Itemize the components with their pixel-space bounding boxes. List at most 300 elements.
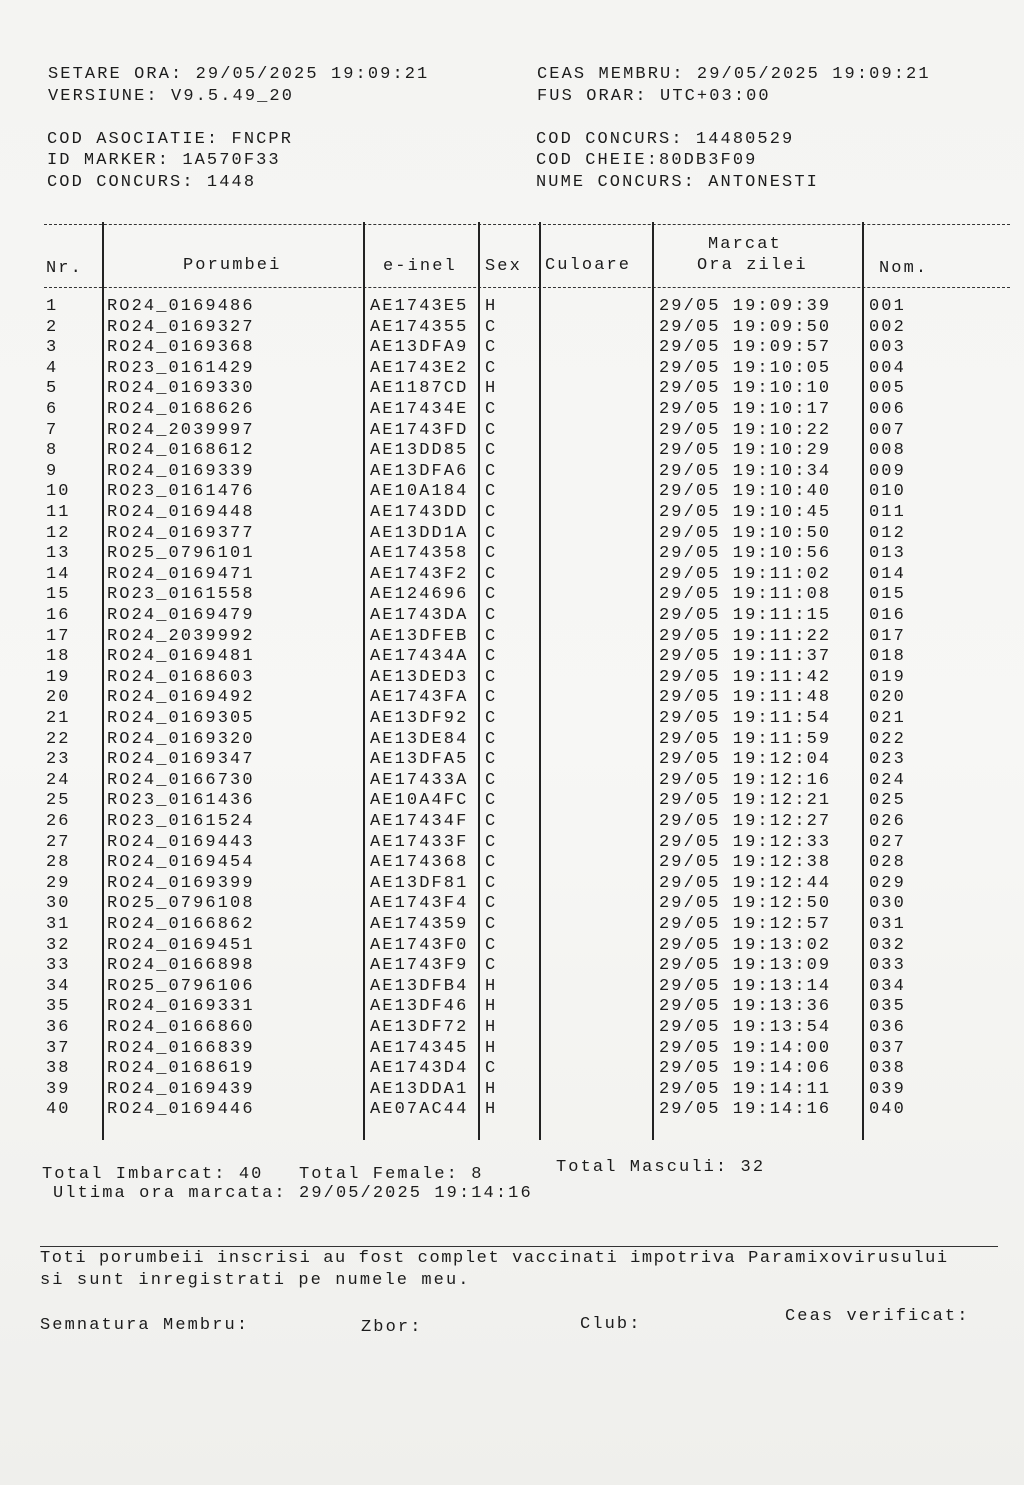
nom: 022: [869, 729, 906, 749]
pigeon-ring: RO24_0169479: [107, 606, 255, 625]
pigeon-ring: RO25_0796106: [107, 976, 255, 996]
declaration-line-1: Toti porumbeii inscrisi au fost complet vaccinati impotriva Paramixovirusului: [40, 1249, 949, 1268]
nom: 036: [869, 1018, 906, 1037]
pigeon-ring: RO25_0796101: [107, 544, 255, 564]
nom: 033: [869, 956, 906, 976]
row-number: 22: [46, 729, 71, 749]
pigeon-ring: RO24_0169486: [107, 297, 255, 316]
row-number: 12: [46, 523, 71, 543]
sex: C: [485, 503, 498, 522]
nom: 012: [869, 523, 906, 543]
row-number: 11: [46, 503, 71, 522]
e-ring: AE174368: [370, 853, 469, 873]
e-ring: AE13DED3: [370, 667, 469, 687]
sex: C: [485, 791, 498, 811]
e-ring: AE174358: [370, 544, 469, 564]
semnatura-membru-label: Semnatura Membru:: [40, 1316, 250, 1335]
e-ring: AE1743F2: [370, 564, 469, 584]
clock-time: 29/05 19:09:39: [659, 297, 832, 316]
nom: 013: [869, 544, 906, 564]
clock-time: 29/05 19:10:40: [659, 482, 832, 502]
row-number: 21: [46, 709, 71, 728]
sex: H: [485, 1018, 498, 1037]
table-row: [0, 378, 1024, 399]
sex: C: [485, 523, 498, 543]
sex: C: [485, 358, 498, 378]
table-row: [0, 790, 1024, 811]
row-number: 36: [46, 1018, 71, 1037]
pigeon-ring: RO24_0169330: [107, 379, 255, 399]
row-number: 9: [46, 461, 59, 481]
row-number: 17: [46, 626, 71, 646]
clock-time: 29/05 19:10:29: [659, 441, 832, 461]
table-row: [0, 358, 1024, 379]
clock-time: 29/05 19:12:57: [659, 915, 832, 934]
clock-time: 29/05 19:10:34: [659, 461, 832, 481]
clock-time: 29/05 19:10:56: [659, 544, 832, 564]
table-header-divider: [44, 287, 1010, 288]
row-number: 27: [46, 832, 71, 852]
sex: C: [485, 544, 498, 564]
pigeon-ring: RO24_0169454: [107, 853, 255, 873]
table-row: [0, 605, 1024, 626]
row-number: 40: [46, 1100, 71, 1120]
sex: C: [485, 338, 498, 358]
nom: 030: [869, 894, 906, 914]
nom: 037: [869, 1038, 906, 1058]
nom: 001: [869, 297, 906, 316]
col-header-marcat: Marcat: [708, 235, 782, 254]
e-ring: AE13DFA5: [370, 750, 469, 770]
table-row: [0, 976, 1024, 997]
nom: 017: [869, 626, 906, 646]
e-ring: AE13DF81: [370, 873, 469, 893]
table-row: [0, 1038, 1024, 1059]
table-row: [0, 317, 1024, 338]
pigeon-ring: RO24_2039992: [107, 626, 255, 646]
e-ring: AE13DFB4: [370, 976, 469, 996]
cod-asociatie: COD ASOCIATIE: FNCPR: [47, 130, 294, 149]
e-ring: AE1743E2: [370, 358, 469, 378]
pigeon-ring: RO24_0168619: [107, 1059, 255, 1079]
sex: C: [485, 812, 498, 831]
sex: C: [485, 1059, 498, 1079]
nom: 005: [869, 379, 906, 399]
e-ring: AE1743D4: [370, 1059, 469, 1079]
sex: C: [485, 420, 498, 440]
clock-time: 29/05 19:12:38: [659, 853, 832, 873]
nom: 039: [869, 1079, 906, 1099]
clock-time: 29/05 19:10:17: [659, 400, 832, 419]
row-number: 25: [46, 791, 71, 811]
nom: 025: [869, 791, 906, 811]
e-ring: AE1743F9: [370, 956, 469, 976]
pigeon-ring: RO24_0168612: [107, 441, 255, 461]
row-number: 6: [46, 400, 59, 419]
table-row: [0, 708, 1024, 729]
clock-time: 29/05 19:11:37: [659, 647, 832, 667]
total-masculi: Total Masculi: 32: [556, 1158, 766, 1177]
table-row: [0, 1079, 1024, 1100]
e-ring: AE17434E: [370, 400, 469, 419]
pigeon-ring: RO23_0161436: [107, 791, 255, 811]
pigeon-ring: RO24_0169471: [107, 564, 255, 584]
sex: H: [485, 297, 498, 316]
nom: 031: [869, 915, 906, 934]
sex: C: [485, 400, 498, 419]
e-ring: AE1743DA: [370, 606, 469, 625]
clock-time: 29/05 19:10:10: [659, 379, 832, 399]
row-number: 38: [46, 1059, 71, 1079]
e-ring: AE10A4FC: [370, 791, 469, 811]
clock-time: 29/05 19:10:05: [659, 358, 832, 378]
sex: C: [485, 894, 498, 914]
sex: C: [485, 564, 498, 584]
pigeon-ring: RO24_2039997: [107, 420, 255, 440]
clock-time: 29/05 19:14:11: [659, 1079, 832, 1099]
clock-time: 29/05 19:12:04: [659, 750, 832, 770]
pigeon-ring: RO24_0169331: [107, 997, 255, 1017]
pigeon-ring: RO24_0169492: [107, 688, 255, 708]
clock-time: 29/05 19:12:44: [659, 873, 832, 893]
pigeon-ring: RO24_0169446: [107, 1100, 255, 1120]
table-row: [0, 873, 1024, 894]
sex: C: [485, 626, 498, 646]
sex: C: [485, 709, 498, 728]
sex: H: [485, 976, 498, 996]
col-header-nom: Nom.: [879, 259, 929, 278]
e-ring: AE174355: [370, 317, 469, 337]
club-label: Club:: [580, 1315, 642, 1334]
table-row: [0, 996, 1024, 1017]
e-ring: AE1743DD: [370, 503, 469, 522]
nom: 024: [869, 770, 906, 790]
e-ring: AE13DFEB: [370, 626, 469, 646]
row-number: 39: [46, 1079, 71, 1099]
nom: 021: [869, 709, 906, 728]
pigeon-ring: RO24_0166860: [107, 1018, 255, 1037]
pigeon-ring: RO24_0169448: [107, 503, 255, 522]
sex: C: [485, 585, 498, 605]
row-number: 1: [46, 297, 59, 316]
clock-time: 29/05 19:11:02: [659, 564, 832, 584]
e-ring: AE13DDA1: [370, 1079, 469, 1099]
sex: H: [485, 1100, 498, 1120]
clock-time: 29/05 19:12:16: [659, 770, 832, 790]
nom: 003: [869, 338, 906, 358]
sex: C: [485, 770, 498, 790]
table-row: [0, 729, 1024, 750]
clock-time: 29/05 19:14:06: [659, 1059, 832, 1079]
sex: C: [485, 461, 498, 481]
table-row: [0, 1017, 1024, 1038]
fus-orar: FUS ORAR: UTC+03:00: [537, 87, 771, 106]
e-ring: AE13DD85: [370, 441, 469, 461]
sex: C: [485, 482, 498, 502]
table-top-divider: [44, 224, 1010, 225]
ultima-ora-marcata: Ultima ora marcata: 29/05/2025 19:14:16: [53, 1184, 533, 1203]
cod-cheie: COD CHEIE:80DB3F09: [536, 151, 758, 170]
ceas-verificat-label: Ceas verificat:: [785, 1307, 970, 1326]
e-ring: AE124696: [370, 585, 469, 605]
clock-time: 29/05 19:11:15: [659, 606, 832, 625]
nom: 027: [869, 832, 906, 852]
pigeon-ring: RO24_0169481: [107, 647, 255, 667]
table-row: [0, 440, 1024, 461]
zbor-label: Zbor:: [361, 1318, 423, 1337]
table-row: [0, 646, 1024, 667]
nom: 023: [869, 750, 906, 770]
e-ring: AE17434A: [370, 647, 469, 667]
clock-time: 29/05 19:14:16: [659, 1100, 832, 1120]
nom: 009: [869, 461, 906, 481]
setare-ora: SETARE ORA: 29/05/2025 19:09:21: [48, 65, 430, 84]
clock-time: 29/05 19:13:02: [659, 935, 832, 955]
table-row: [0, 770, 1024, 791]
col-header-nr: Nr.: [46, 259, 83, 278]
clock-time: 29/05 19:09:57: [659, 338, 832, 358]
clock-time: 29/05 19:13:14: [659, 976, 832, 996]
row-number: 15: [46, 585, 71, 605]
nom: 002: [869, 317, 906, 337]
table-row: [0, 811, 1024, 832]
nom: 032: [869, 935, 906, 955]
e-ring: AE13DF72: [370, 1018, 469, 1037]
pigeon-ring: RO24_0166862: [107, 915, 255, 934]
sex: C: [485, 441, 498, 461]
table-row: [0, 893, 1024, 914]
e-ring: AE07AC44: [370, 1100, 469, 1120]
e-ring: AE1743F4: [370, 894, 469, 914]
e-ring: AE13DF46: [370, 997, 469, 1017]
e-ring: AE13DE84: [370, 729, 469, 749]
pigeon-ring: RO24_0166839: [107, 1038, 255, 1058]
row-number: 13: [46, 544, 71, 564]
e-ring: AE13DD1A: [370, 523, 469, 543]
row-number: 19: [46, 667, 71, 687]
clock-time: 29/05 19:12:50: [659, 894, 832, 914]
pigeon-ring: RO24_0169368: [107, 338, 255, 358]
nom: 026: [869, 812, 906, 831]
clock-time: 29/05 19:10:22: [659, 420, 832, 440]
nom: 038: [869, 1059, 906, 1079]
clock-time: 29/05 19:11:42: [659, 667, 832, 687]
nom: 020: [869, 688, 906, 708]
row-number: 3: [46, 338, 59, 358]
e-ring: AE13DFA6: [370, 461, 469, 481]
e-ring: AE1743FD: [370, 420, 469, 440]
pigeon-ring: RO24_0169377: [107, 523, 255, 543]
sex: H: [485, 997, 498, 1017]
table-row: [0, 914, 1024, 935]
table-row: [0, 667, 1024, 688]
nom: 008: [869, 441, 906, 461]
row-number: 29: [46, 873, 71, 893]
clock-time: 29/05 19:10:50: [659, 523, 832, 543]
pigeon-ring: RO24_0166898: [107, 956, 255, 976]
row-number: 4: [46, 358, 59, 378]
pigeon-ring: RO24_0169305: [107, 709, 255, 728]
table-row: [0, 399, 1024, 420]
sex: C: [485, 606, 498, 625]
col-header-sex: Sex: [485, 257, 522, 276]
row-number: 33: [46, 956, 71, 976]
table-row: [0, 955, 1024, 976]
table-row: [0, 584, 1024, 605]
pigeon-ring: RO23_0161524: [107, 812, 255, 831]
table-row: [0, 626, 1024, 647]
row-number: 23: [46, 750, 71, 770]
row-number: 18: [46, 647, 71, 667]
cod-concurs-short: COD CONCURS: 1448: [47, 173, 257, 192]
row-number: 35: [46, 997, 71, 1017]
row-number: 26: [46, 812, 71, 831]
table-row: [0, 420, 1024, 441]
sex: H: [485, 1038, 498, 1058]
table-row: [0, 935, 1024, 956]
table-row: [0, 852, 1024, 873]
nom: 010: [869, 482, 906, 502]
col-header-ora-zilei: Ora zilei: [697, 256, 808, 275]
sex: C: [485, 832, 498, 852]
clock-time: 29/05 19:12:33: [659, 832, 832, 852]
pigeon-ring: RO23_0161558: [107, 585, 255, 605]
clock-time: 29/05 19:13:54: [659, 1018, 832, 1037]
pigeon-ring: RO24_0169399: [107, 873, 255, 893]
clock-time: 29/05 19:11:54: [659, 709, 832, 728]
nom: 028: [869, 853, 906, 873]
clock-time: 29/05 19:11:08: [659, 585, 832, 605]
pigeon-ring: RO25_0796108: [107, 894, 255, 914]
e-ring: AE1187CD: [370, 379, 469, 399]
e-ring: AE1743F0: [370, 935, 469, 955]
sex: C: [485, 317, 498, 337]
row-number: 28: [46, 853, 71, 873]
clock-time: 29/05 19:11:22: [659, 626, 832, 646]
pigeon-ring: RO24_0166730: [107, 770, 255, 790]
e-ring: AE10A184: [370, 482, 469, 502]
pigeon-ring: RO24_0169439: [107, 1079, 255, 1099]
col-header-porumbei: Porumbei: [183, 256, 282, 275]
table-row: [0, 523, 1024, 544]
row-number: 14: [46, 564, 71, 584]
nom: 011: [869, 503, 906, 522]
nume-concurs: NUME CONCURS: ANTONESTI: [536, 173, 819, 192]
pigeon-ring: RO24_0169443: [107, 832, 255, 852]
clock-time: 29/05 19:13:09: [659, 956, 832, 976]
nom: 006: [869, 400, 906, 419]
id-marker: ID MARKER: 1A570F33: [47, 151, 281, 170]
row-number: 8: [46, 441, 59, 461]
e-ring: AE17433A: [370, 770, 469, 790]
row-number: 31: [46, 915, 71, 934]
e-ring: AE17434F: [370, 812, 469, 831]
pigeon-ring: RO24_0169451: [107, 935, 255, 955]
e-ring: AE1743E5: [370, 297, 469, 316]
row-number: 37: [46, 1038, 71, 1058]
nom: 016: [869, 606, 906, 625]
clock-time: 29/05 19:14:00: [659, 1038, 832, 1058]
table-row: [0, 564, 1024, 585]
clock-time: 29/05 19:12:27: [659, 812, 832, 831]
col-header-e-inel: e-inel: [383, 257, 457, 276]
pigeon-ring: RO24_0168603: [107, 667, 255, 687]
table-row: [0, 337, 1024, 358]
nom: 007: [869, 420, 906, 440]
table-row: [0, 481, 1024, 502]
row-number: 32: [46, 935, 71, 955]
sex: H: [485, 379, 498, 399]
total-female: Total Female: 8: [299, 1165, 484, 1184]
e-ring: AE1743FA: [370, 688, 469, 708]
clock-time: 29/05 19:09:50: [659, 317, 832, 337]
table-row: [0, 1058, 1024, 1079]
pigeon-ring: RO24_0169320: [107, 729, 255, 749]
nom: 015: [869, 585, 906, 605]
sex: H: [485, 1079, 498, 1099]
e-ring: AE174345: [370, 1038, 469, 1058]
sex: C: [485, 667, 498, 687]
e-ring: AE13DF92: [370, 709, 469, 728]
e-ring: AE17433F: [370, 832, 469, 852]
sex: C: [485, 750, 498, 770]
sex: C: [485, 873, 498, 893]
versiune: VERSIUNE: V9.5.49_20: [48, 87, 295, 106]
nom: 004: [869, 358, 906, 378]
sex: C: [485, 647, 498, 667]
row-number: 7: [46, 420, 59, 440]
pigeon-ring: RO23_0161476: [107, 482, 255, 502]
nom: 040: [869, 1100, 906, 1120]
total-imbarcat: Total Imbarcat: 40: [42, 1165, 264, 1184]
pigeon-ring: RO24_0169339: [107, 461, 255, 481]
table-row: [0, 749, 1024, 770]
nom: 018: [869, 647, 906, 667]
table-row: [0, 832, 1024, 853]
sex: C: [485, 915, 498, 934]
nom: 035: [869, 997, 906, 1017]
row-number: 5: [46, 379, 59, 399]
sex: C: [485, 956, 498, 976]
nom: 019: [869, 667, 906, 687]
table-row: [0, 687, 1024, 708]
e-ring: AE174359: [370, 915, 469, 934]
signature-divider: [40, 1246, 998, 1247]
clock-time: 29/05 19:10:45: [659, 503, 832, 522]
nom: 014: [869, 564, 906, 584]
row-number: 20: [46, 688, 71, 708]
table-row: [0, 296, 1024, 317]
row-number: 24: [46, 770, 71, 790]
row-number: 30: [46, 894, 71, 914]
sex: C: [485, 853, 498, 873]
clock-time: 29/05 19:12:21: [659, 791, 832, 811]
ceas-membru: CEAS MEMBRU: 29/05/2025 19:09:21: [537, 65, 931, 84]
table-row: [0, 461, 1024, 482]
nom: 029: [869, 873, 906, 893]
sex: C: [485, 935, 498, 955]
clock-time: 29/05 19:11:48: [659, 688, 832, 708]
sex: C: [485, 688, 498, 708]
row-number: 16: [46, 606, 71, 625]
col-header-culoare: Culoare: [545, 256, 632, 275]
pigeon-ring: RO24_0169327: [107, 317, 255, 337]
clock-time: 29/05 19:11:59: [659, 729, 832, 749]
sex: C: [485, 729, 498, 749]
e-ring: AE13DFA9: [370, 338, 469, 358]
clock-time: 29/05 19:13:36: [659, 997, 832, 1017]
table-row: [0, 543, 1024, 564]
